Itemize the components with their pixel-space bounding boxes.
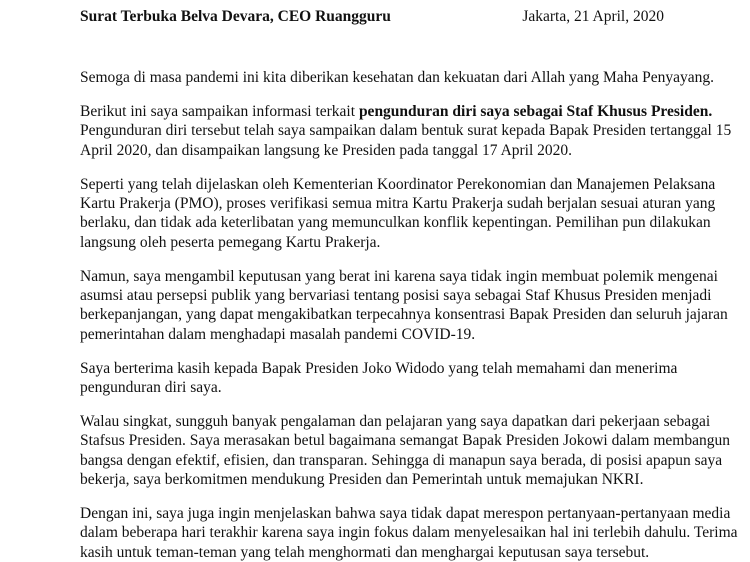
paragraph-line: Dengan ini, saya juga ingin menjelaskan bahwa saya tidak dapat merespon pertanyaan-pertanyaan media xyxy=(80,505,731,523)
paragraph-line: Pengunduran diri tersebut telah saya sampaikan dalam bentuk surat kepada Bapak Presiden tertanggal 15 xyxy=(80,122,732,140)
paragraph-line: langsung oleh peserta pemegang Kartu Prakerja. xyxy=(80,233,381,251)
letter-header xyxy=(80,7,664,27)
paragraph-line: kasih untuk teman-teman yang telah menghormati dan menghargai keputusan saya tersebut. xyxy=(80,543,650,561)
paragraph-line: Stafsus Presiden. Saya merasakan betul bagaimana semangat Bapak Presiden Jokowi dalam membangun xyxy=(80,432,730,450)
paragraph-text: Berikut ini saya sampaikan informasi terkait xyxy=(80,102,359,120)
paragraph-verification xyxy=(80,175,716,253)
paragraph-line: berkepanjangan, yang dapat mengakibatkan terpecahnya konsentrasi Bapak Presiden dan seluruh jajaran xyxy=(80,306,728,324)
letter-date: Jakarta, 21 April, 2020 xyxy=(522,8,664,25)
paragraph-line: Kartu Prakerja (PMO), proses verifikasi semua mitra Kartu Prakerja sudah berjalan sesuai aturan yang xyxy=(80,194,716,212)
paragraph-experience xyxy=(80,412,730,490)
paragraph-line: Namun, saya mengambil keputusan yang berat ini karena saya tidak ingin membuat polemik mengenai xyxy=(80,267,718,285)
paragraph-resignation-info xyxy=(80,102,732,160)
paragraph-line xyxy=(80,102,713,121)
paragraph-line: pengunduran diri saya. xyxy=(80,379,222,397)
paragraph-line: asumsi atau persepsi publik yang bervariasi tentang posisi saya sebagai Staf Khusus Presiden menjadi xyxy=(80,287,712,305)
paragraph-line: Walau singkat, sungguh banyak pengalaman dan pelajaran yang saya dapatkan dari pekerjaan sebagai xyxy=(80,412,711,430)
paragraph-line: bekerja, saya berkomitmen mendukung Presiden dan Pemerintah untuk memajukan NKRI. xyxy=(80,471,644,489)
paragraph-line: Seperti yang telah dijelaskan oleh Kementerian Koordinator Perekonomian dan Manajemen Pelaksana xyxy=(80,175,716,193)
paragraph-greeting xyxy=(80,68,715,87)
resignation-statement-bold: pengunduran diri saya sebagai Staf Khusus Presiden. xyxy=(358,102,713,120)
paragraph-line: bangsa dengan efektif, efisien, dan transparan. Sehingga di manapun saya berada, di posisi apapun saya xyxy=(80,451,723,469)
paragraph-media-response xyxy=(80,504,738,562)
paragraph-decision-reason xyxy=(80,267,728,345)
paragraph-line: April 2020, dan disampaikan langsung ke Presiden pada tanggal 17 April 2020. xyxy=(80,141,573,159)
paragraph-line: Semoga di masa pandemi ini kita diberikan kesehatan dan kekuatan dari Allah yang Maha Penyayang. xyxy=(80,69,715,86)
letter-title: Surat Terbuka Belva Devara, CEO Ruangguru xyxy=(80,8,391,25)
paragraph-line: berlaku, dan tidak ada keterlibatan yang memunculkan konflik kepentingan. Pemilihan pun dilakukan xyxy=(80,214,711,232)
paragraph-line: pemerintahan dalam menghadapi masalah pandemi COVID-19. xyxy=(80,325,476,343)
paragraph-line: dalam beberapa hari terakhir karena saya ingin fokus dalam menyelesaikan hal ini terlebih dahulu. Terima xyxy=(80,524,738,542)
paragraph-line: Saya berterima kasih kepada Bapak Presiden Joko Widodo yang telah memahami dan menerima xyxy=(80,359,678,377)
letter-body xyxy=(80,68,738,562)
paragraph-thanks-president xyxy=(80,359,700,398)
